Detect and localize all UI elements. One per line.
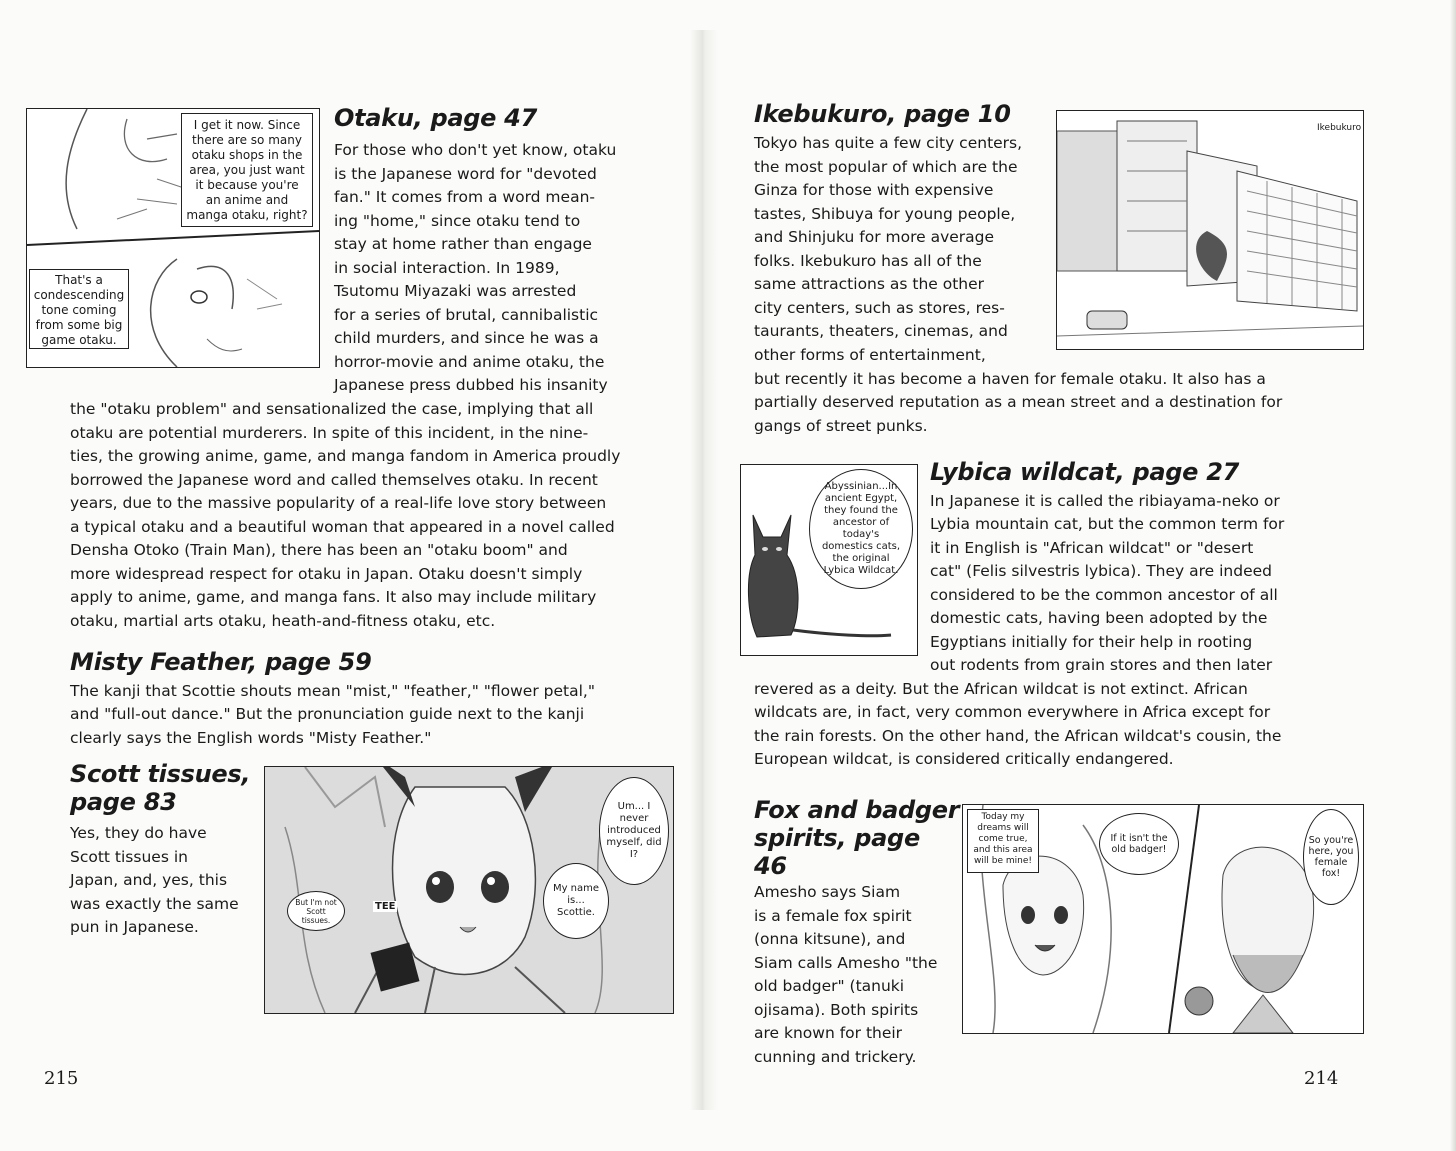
scott-line: Scott tissues in bbox=[70, 848, 188, 866]
lybica-line: considered to be the common ancestor of all bbox=[930, 586, 1278, 604]
ikebukuro-photo-panel bbox=[1056, 110, 1364, 350]
ikebukuro-line: partially deserved reputation as a mean street and a destination for bbox=[754, 393, 1283, 411]
fox-bubble-dreams: Today my dreams will come true, and this area will be mine! bbox=[967, 809, 1039, 873]
ikebukuro-line: city centers, such as stores, res- bbox=[754, 299, 1005, 317]
fox-line: cunning and trickery. bbox=[754, 1048, 917, 1066]
book-gutter bbox=[690, 30, 718, 1110]
lybica-manga-panel bbox=[740, 464, 918, 656]
fox-bubble-badger: If it isn't the old badger! bbox=[1099, 813, 1179, 875]
otaku-line: ing "home," since otaku tend to bbox=[334, 212, 581, 230]
lybica-line: out rodents from grain stores and then later bbox=[930, 656, 1273, 674]
fox-line: (onna kitsune), and bbox=[754, 930, 906, 948]
otaku-line: borrowed the Japanese word and called themselves otaku. In recent bbox=[70, 471, 598, 489]
fox-heading-line2: spirits, page bbox=[754, 824, 920, 852]
fox-line: are known for their bbox=[754, 1024, 903, 1042]
otaku-line: Densha Otoko (Train Man), there has been an "otaku boom" and bbox=[70, 541, 568, 559]
otaku-bubble-bottom: That's a condescending tone coming from some big game otaku. bbox=[29, 269, 129, 349]
otaku-line: fan." It comes from a word mean- bbox=[334, 188, 595, 206]
otaku-line: more widespread respect for otaku in Japan. Otaku doesn't simply bbox=[70, 565, 583, 583]
ikebukuro-line: other forms of entertainment, bbox=[754, 346, 986, 364]
left-page-number: 215 bbox=[44, 1068, 79, 1089]
lybica-bubble: Abyssinian...In ancient Egypt, they found the ancestor of today's domestics cats, the original Lybica Wildcat. bbox=[809, 469, 913, 589]
otaku-line: stay at home rather than engage bbox=[334, 235, 592, 253]
page-edge bbox=[1450, 0, 1456, 1151]
otaku-line: ties, the growing anime, game, and manga fandom in America proudly bbox=[70, 447, 621, 465]
fox-bubble-fox: So you're here, you female fox! bbox=[1303, 809, 1359, 905]
otaku-line: the "otaku problem" and sensationalized the case, implying that all bbox=[70, 400, 594, 418]
ikebukuro-heading: Ikebukuro, page 10 bbox=[754, 100, 1011, 128]
lybica-heading: Lybica wildcat, page 27 bbox=[930, 458, 1240, 486]
otaku-manga-panel bbox=[26, 108, 320, 368]
lybica-line: domestic cats, having been adopted by the bbox=[930, 609, 1268, 627]
misty-line: and "full-out dance." But the pronunciation guide next to the kanji bbox=[70, 705, 585, 723]
fox-heading: Fox and badger bbox=[754, 796, 960, 824]
ikebukuro-line: gangs of street punks. bbox=[754, 417, 928, 435]
lybica-line: the rain forests. On the other hand, the African wildcat's cousin, the bbox=[754, 727, 1282, 745]
scott-line: was exactly the same bbox=[70, 895, 239, 913]
fox-heading-line3: 46 bbox=[754, 852, 787, 880]
ikebukuro-line: Tokyo has quite a few city centers, bbox=[754, 134, 1023, 152]
lybica-line: revered as a deity. But the African wildcat is not extinct. African bbox=[754, 680, 1248, 698]
scott-bubble-name: My name is... Scottie. bbox=[543, 863, 609, 939]
otaku-line: otaku, martial arts otaku, heath-and-fitness otaku, etc. bbox=[70, 612, 496, 630]
misty-heading: Misty Feather, page 59 bbox=[70, 648, 372, 676]
lybica-line: In Japanese it is called the ribiayama-neko or bbox=[930, 492, 1280, 510]
scott-manga-panel bbox=[264, 766, 674, 1014]
otaku-line: Japanese press dubbed his insanity bbox=[334, 376, 608, 394]
ikebukuro-photo-caption: Ikebukuro bbox=[1317, 123, 1362, 133]
fox-line: old badger" (tanuki bbox=[754, 977, 905, 995]
fox-line: Amesho says Siam bbox=[754, 883, 901, 901]
otaku-line: in social interaction. In 1989, bbox=[334, 259, 560, 277]
ikebukuro-line: Ginza for those with expensive bbox=[754, 181, 994, 199]
otaku-line: apply to anime, game, and manga fans. It also may include military bbox=[70, 588, 597, 606]
scott-sfx: TEE bbox=[375, 901, 396, 912]
scott-line: Yes, they do have bbox=[70, 824, 207, 842]
lybica-line: European wildcat, is considered critically endangered. bbox=[754, 750, 1174, 768]
lybica-line: Egyptians initially for their help in rooting bbox=[930, 633, 1253, 651]
scott-heading: Scott tissues, bbox=[70, 760, 251, 788]
otaku-line: is the Japanese word for "devoted bbox=[334, 165, 597, 183]
lybica-line: it in English is "African wildcat" or "desert bbox=[930, 539, 1254, 557]
ikebukuro-line: folks. Ikebukuro has all of the bbox=[754, 252, 982, 270]
otaku-line: a typical otaku and a beautiful woman that appeared in a novel called bbox=[70, 518, 615, 536]
fox-manga-panel bbox=[962, 804, 1364, 1034]
ikebukuro-line: the most popular of which are the bbox=[754, 158, 1018, 176]
otaku-line: For those who don't yet know, otaku bbox=[334, 141, 617, 159]
otaku-heading: Otaku, page 47 bbox=[334, 104, 537, 132]
lybica-line: cat" (Felis silvestris lybica). They are indeed bbox=[930, 562, 1272, 580]
ikebukuro-line: and Shinjuku for more average bbox=[754, 228, 995, 246]
fox-line: is a female fox spirit bbox=[754, 907, 912, 925]
lybica-line: wildcats are, in fact, very common everywhere in Africa except for bbox=[754, 703, 1271, 721]
lybica-line: Lybia mountain cat, but the common term for bbox=[930, 515, 1285, 533]
scott-line: pun in Japanese. bbox=[70, 918, 199, 936]
misty-line: clearly says the English words "Misty Feather." bbox=[70, 729, 432, 747]
misty-line: The kanji that Scottie shouts mean "mist," "feather," "flower petal," bbox=[70, 682, 595, 700]
scott-bubble-um: Um... I never introduced myself, did I? bbox=[599, 777, 669, 885]
otaku-line: years, due to the massive popularity of a real-life love story between bbox=[70, 494, 607, 512]
otaku-line: otaku are potential murderers. In spite of this incident, in the nine- bbox=[70, 424, 589, 442]
ikebukuro-line: tastes, Shibuya for young people, bbox=[754, 205, 1016, 223]
otaku-line: for a series of brutal, cannibalistic bbox=[334, 306, 599, 324]
fox-line: Siam calls Amesho "the bbox=[754, 954, 938, 972]
otaku-bubble-top: I get it now. Since there are so many otaku shops in the area, you just want it because you're an anime and manga otaku, right? bbox=[181, 113, 313, 227]
ikebukuro-city-art bbox=[1057, 111, 1363, 349]
fox-line: ojisama). Both spirits bbox=[754, 1001, 919, 1019]
right-page-number: 214 bbox=[1304, 1068, 1339, 1089]
otaku-line: child murders, and since he was a bbox=[334, 329, 599, 347]
scott-line: Japan, and, yes, this bbox=[70, 871, 228, 889]
ikebukuro-line: but recently it has become a haven for female otaku. It also has a bbox=[754, 370, 1266, 388]
ikebukuro-line: same attractions as the other bbox=[754, 275, 985, 293]
otaku-line: horror-movie and anime otaku, the bbox=[334, 353, 605, 371]
scott-bubble-but: But I'm not Scott tissues. bbox=[287, 891, 345, 931]
otaku-line: Tsutomu Miyazaki was arrested bbox=[334, 282, 577, 300]
ikebukuro-line: taurants, theaters, cinemas, and bbox=[754, 322, 1008, 340]
scott-heading-line2: page 83 bbox=[70, 788, 177, 816]
